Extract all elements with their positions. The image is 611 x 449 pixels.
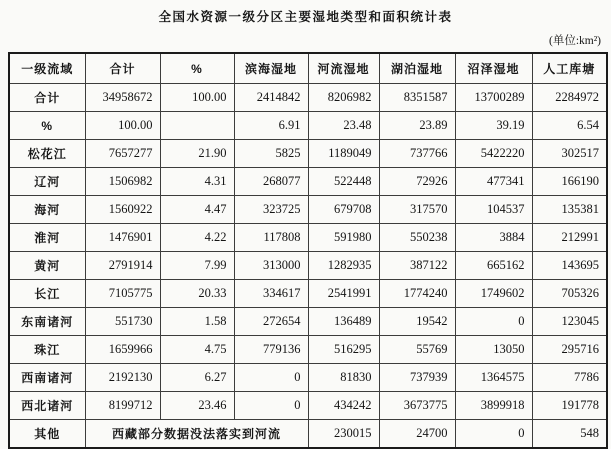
cell-value: 104537 [455,196,532,224]
table-row [9,336,607,364]
cell-value: 272654 [234,308,308,336]
cell-value: 34958672 [85,84,160,112]
table-header-row [9,53,607,84]
row-label: 其他 [9,420,85,449]
row-label: 西南诸河 [9,364,85,392]
cell-value: 81830 [308,364,379,392]
cell-value: 1364575 [455,364,532,392]
cell-value: 317570 [379,196,455,224]
cell-value: 191778 [532,392,607,420]
cell-value: 591980 [308,224,379,252]
wetland-statistics-table [8,52,608,449]
cell-value: 8199712 [85,392,160,420]
cell-value: 551730 [85,308,160,336]
table-row [9,224,607,252]
row-label: 淮河 [9,224,85,252]
cell-value: 295716 [532,336,607,364]
column-header-reservoir: 人工库塘 [532,53,607,84]
cell-value: 136489 [308,308,379,336]
cell-value: 100.00 [160,84,234,112]
cell-value: 4.31 [160,168,234,196]
table-row [9,252,607,280]
column-header-total: 合计 [85,53,160,84]
cell-value: 548 [532,420,607,449]
cell-value: 0 [455,420,532,449]
cell-value: 1659966 [85,336,160,364]
cell-value: 313000 [234,252,308,280]
cell-value: 2284972 [532,84,607,112]
cell-value: 4.75 [160,336,234,364]
column-header-basin: 一级流域 [9,53,85,84]
cell-value: 6.91 [234,112,308,140]
cell-value: 1282935 [308,252,379,280]
cell-value: 0 [234,364,308,392]
cell-value: 1189049 [308,140,379,168]
cell-value: 7.99 [160,252,234,280]
cell-value: 39.19 [455,112,532,140]
cell-value: 143695 [532,252,607,280]
cell-value: 230015 [308,420,379,449]
cell-value: 8206982 [308,84,379,112]
cell-value: 2791914 [85,252,160,280]
cell-value: 117808 [234,224,308,252]
cell-value: 19542 [379,308,455,336]
cell-value: 679708 [308,196,379,224]
cell-value: 737766 [379,140,455,168]
cell-value: 387122 [379,252,455,280]
cell-value: 5422220 [455,140,532,168]
cell-value: 334617 [234,280,308,308]
cell-value: 3899918 [455,392,532,420]
row-label: 长江 [9,280,85,308]
cell-value: 1506982 [85,168,160,196]
cell-value: 7105775 [85,280,160,308]
cell-value: 23.46 [160,392,234,420]
row-label: 海河 [9,196,85,224]
cell-value: 1774240 [379,280,455,308]
table-row [9,112,607,140]
cell-value: 1749602 [455,280,532,308]
cell-value: 323725 [234,196,308,224]
cell-value: 0 [234,392,308,420]
cell-value: 2192130 [85,364,160,392]
cell-value: 5825 [234,140,308,168]
cell-value: 166190 [532,168,607,196]
cell-value: 705326 [532,280,607,308]
cell-value: 516295 [308,336,379,364]
cell-value: 23.48 [308,112,379,140]
row-label: 合计 [9,84,85,112]
cell-value: 13050 [455,336,532,364]
cell-value: 212991 [532,224,607,252]
cell-value: 100.00 [85,112,160,140]
row-label: 珠江 [9,336,85,364]
cell-value: 3884 [455,224,532,252]
cell-value: 477341 [455,168,532,196]
cell-value: 24700 [379,420,455,449]
cell-value: 55769 [379,336,455,364]
cell-value: 434242 [308,392,379,420]
row-label: 松花江 [9,140,85,168]
row-label: % [9,112,85,140]
cell-value: 7786 [532,364,607,392]
cell-value: 779136 [234,336,308,364]
cell-value: 737939 [379,364,455,392]
cell-value: 2541991 [308,280,379,308]
table-row [9,196,607,224]
cell-value: 0 [455,308,532,336]
cell-value: 3673775 [379,392,455,420]
cell-value: 8351587 [379,84,455,112]
cell-value [160,112,234,140]
cell-value: 4.22 [160,224,234,252]
cell-value: 1476901 [85,224,160,252]
cell-value: 2414842 [234,84,308,112]
table-row [9,308,607,336]
table-row [9,280,607,308]
cell-value: 21.90 [160,140,234,168]
row-label: 西北诸河 [9,392,85,420]
table-row [9,84,607,112]
row-label: 黄河 [9,252,85,280]
cell-value: 302517 [532,140,607,168]
cell-value: 4.47 [160,196,234,224]
row-label: 东南诸河 [9,308,85,336]
footnote-cell: 西藏部分数据没法落实到河流 [85,420,308,449]
table-row-other [9,420,607,449]
cell-value: 665162 [455,252,532,280]
table-row [9,140,607,168]
cell-value: 6.27 [160,364,234,392]
cell-value: 1560922 [85,196,160,224]
cell-value: 72926 [379,168,455,196]
cell-value: 13700289 [455,84,532,112]
cell-value: 268077 [234,168,308,196]
table-row [9,168,607,196]
row-label: 辽河 [9,168,85,196]
cell-value: 6.54 [532,112,607,140]
cell-value: 20.33 [160,280,234,308]
cell-value: 522448 [308,168,379,196]
cell-value: 23.89 [379,112,455,140]
cell-value: 135381 [532,196,607,224]
cell-value: 123045 [532,308,607,336]
cell-value: 550238 [379,224,455,252]
table-row [9,364,607,392]
column-header-percent: % [160,53,234,84]
cell-value: 1.58 [160,308,234,336]
column-header-lake: 湖泊湿地 [379,53,455,84]
table-row [9,392,607,420]
cell-value: 7657277 [85,140,160,168]
column-header-river: 河流湿地 [308,53,379,84]
page-title: 全国水资源一级分区主要湿地类型和面积统计表 [158,10,453,24]
column-header-coastal: 滨海湿地 [234,53,308,84]
unit-label: (单位:km²) [549,35,601,47]
column-header-marsh: 沼泽湿地 [455,53,532,84]
